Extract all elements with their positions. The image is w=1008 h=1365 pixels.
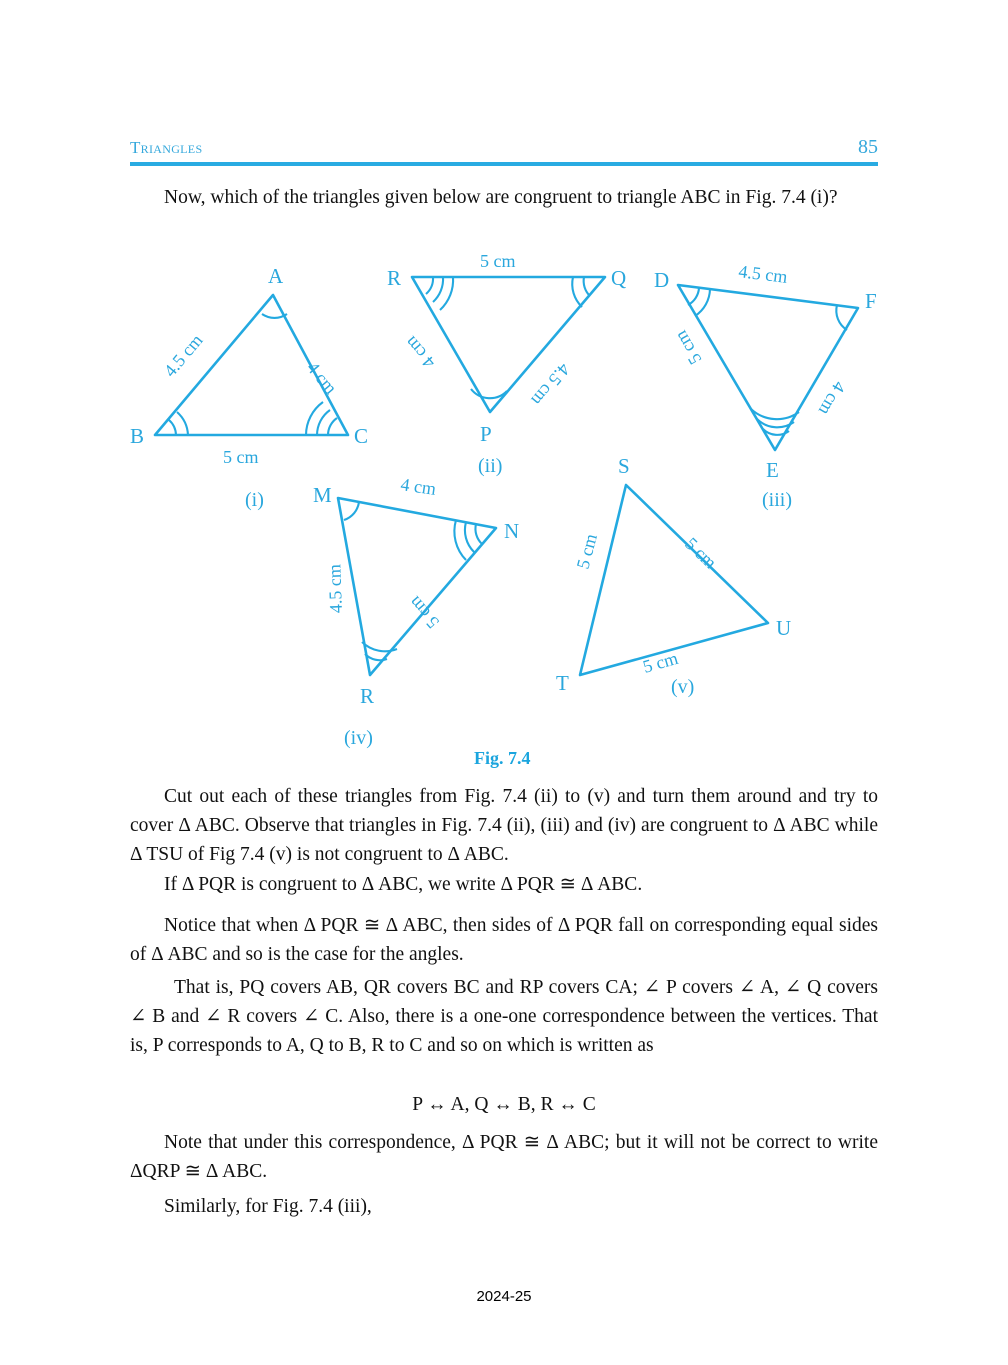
- angle-arc-N-2: [465, 522, 474, 552]
- paragraph-note: [130, 1128, 878, 1186]
- roman-label-i: (i): [245, 489, 264, 511]
- paragraph-similarly-text: Similarly, for Fig. 7.4 (iii),: [164, 1196, 372, 1217]
- angle-arc-R-1: [426, 277, 433, 294]
- figure-7-4: [110, 250, 900, 750]
- side-label-iii-DF: 4.5 cm: [737, 261, 789, 287]
- vertex-label-P: P: [480, 422, 492, 446]
- angle-arc-R4-2: [362, 642, 397, 651]
- paragraph-cut-out: [130, 782, 878, 869]
- side-label-ii-RQ: 5 cm: [480, 251, 516, 271]
- vertex-label-M: M: [313, 483, 332, 507]
- triangle-iv-outline: [338, 498, 496, 675]
- side-label-i-BC: 5 cm: [223, 447, 259, 467]
- side-label-i-AC: 4 cm: [302, 357, 342, 398]
- vertex-label-B: B: [130, 424, 145, 448]
- running-head: [130, 138, 878, 168]
- side-label-v-SU: 5 cm: [681, 533, 721, 573]
- triangle-iii: [654, 261, 877, 511]
- triangle-v: [556, 454, 791, 698]
- angle-arc-E-3: [751, 409, 799, 419]
- paragraph-notice-text: Notice that when Δ PQR ≅ Δ ABC, then sides of Δ PQR fall on corresponding equal sides of Δ ABC and so is the case for the angles.: [130, 915, 878, 965]
- side-label-iv-MR: 4.5 cm: [324, 563, 346, 614]
- side-label-iii-DE: 5 cm: [670, 327, 706, 368]
- paragraph-that-is-text: That is, PQ covers AB, QR covers BC and RP covers CA; ∠ P covers ∠ A, ∠ Q covers ∠ B and ∠ R covers ∠ C. Also, there is a one-one correspondence between the vertices. That is, P corresponds to A, Q to B, R to C and so on which is written as: [130, 977, 878, 1056]
- paragraph-intro: [130, 183, 878, 212]
- angle-arc-F-1: [836, 305, 847, 330]
- paragraph-intro-text: Now, which of the triangles given below are congruent to triangle ABC in Fig. 7.4 (i)?: [164, 187, 838, 208]
- angle-arc-N-1: [475, 524, 482, 544]
- vertex-label-E: E: [766, 458, 779, 482]
- chapter-title: Triangles: [130, 138, 203, 157]
- paragraph-congruent-notation: [130, 870, 878, 899]
- figure-svg: [110, 250, 900, 750]
- vertex-label-C: C: [354, 424, 369, 448]
- vertex-label-Q: Q: [611, 266, 627, 290]
- roman-label-iv: (iv): [344, 727, 373, 749]
- angle-arc-C-1: [328, 418, 337, 435]
- side-label-iv-NR: 5 cm: [404, 592, 444, 633]
- vertex-label-T: T: [556, 671, 569, 695]
- side-label-iii-FE: 4 cm: [814, 378, 850, 419]
- triangle-iv: [313, 474, 519, 749]
- vertex-label-D: D: [654, 268, 670, 292]
- vertex-label-R: R: [387, 266, 402, 290]
- figure-caption: Fig. 7.4: [474, 748, 531, 768]
- vertex-label-N: N: [504, 519, 520, 543]
- vertex-label-S: S: [618, 454, 630, 478]
- paragraph-similarly: [130, 1192, 878, 1221]
- side-label-iv-MN: 4 cm: [399, 474, 438, 499]
- paragraph-that-is: [130, 973, 878, 1060]
- paragraph-congruent-notation-text: If Δ PQR is congruent to Δ ABC, we write Δ PQR ≅ Δ ABC.: [164, 874, 643, 895]
- triangle-v-outline: [580, 485, 768, 675]
- roman-label-iii: (iii): [762, 489, 792, 511]
- paragraph-notice: [130, 911, 878, 969]
- vertex-label-R4: R: [360, 684, 375, 708]
- side-label-ii-RP: 4 cm: [400, 332, 440, 373]
- angle-arc-E-2: [757, 419, 794, 427]
- vertex-label-U: U: [776, 616, 792, 640]
- triangle-i: [130, 264, 368, 511]
- side-label-ii-QP: 4.5 cm: [527, 359, 575, 410]
- side-label-i-AB: 4.5 cm: [159, 330, 207, 381]
- angle-arc-R-2: [433, 277, 443, 302]
- angle-arc-B-2: [177, 412, 188, 435]
- roman-label-ii: (ii): [478, 455, 503, 477]
- vertex-label-F: F: [865, 289, 877, 313]
- vertex-label-A: A: [268, 264, 284, 288]
- side-label-v-TU: 5 cm: [640, 647, 681, 677]
- paragraph-note-text: Note that under this correspondence, Δ PQR ≅ Δ ABC; but it will not be correct to write ΔQRP ≅ Δ ABC.: [130, 1132, 878, 1182]
- side-label-v-ST: 5 cm: [572, 531, 602, 572]
- angle-arc-Q-1: [584, 277, 590, 296]
- correspondence-formula: [130, 1090, 878, 1119]
- header-divider: [130, 162, 878, 166]
- page-number: 85: [858, 136, 878, 158]
- triangle-ii: [387, 251, 626, 477]
- angle-arc-B-1: [169, 420, 176, 435]
- page-footer: 2024-25: [476, 1288, 532, 1305]
- paragraph-cut-out-text: Cut out each of these triangles from Fig. 7.4 (ii) to (v) and turn them around and try to cover Δ ABC. Observe that triangles in Fig. 7.4 (ii), (iii) and (iv) are congruent to Δ ABC while Δ TSU of Fig 7.4 (v) is not congruent to Δ ABC.: [130, 786, 878, 865]
- correspondence-formula-text: P ↔ A, Q ↔ B, R ↔ C: [412, 1094, 596, 1115]
- roman-label-v: (v): [671, 676, 695, 698]
- angle-arc-M-1: [344, 502, 359, 520]
- angle-arc-Q-2: [572, 277, 582, 307]
